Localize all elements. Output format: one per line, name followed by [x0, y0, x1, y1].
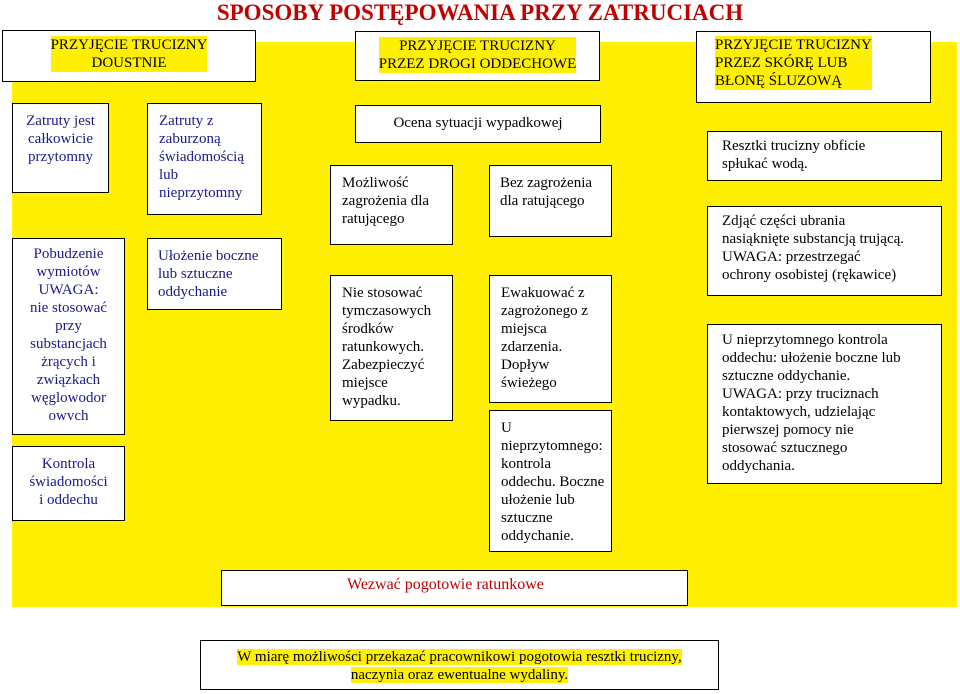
- respiratory-danger-label: [330, 165, 453, 245]
- header-respiratory: [355, 31, 600, 81]
- header-skin-text: PRZYJĘCIE TRUCIZNY PRZEZ SKÓRĘ LUB BŁONĘ ŚLUZOWĄ: [715, 37, 872, 89]
- oral-unconscious-action-text: Ułożenie boczne lub sztuczne oddychanie: [158, 248, 259, 300]
- skin-step-3: [707, 324, 942, 484]
- respiratory-danger-action: [330, 275, 453, 421]
- oral-conscious-condition: [12, 103, 109, 193]
- respiratory-danger-label-text: Możliwość zagrożenia dla ratującego: [342, 175, 430, 227]
- header-respiratory-text: PRZYJĘCIE TRUCIZNY PRZEZ DROGI ODDECHOWE: [378, 38, 577, 72]
- skin-step-2-text: Zdjąć części ubrania nasiąknięte substancją trującą. UWAGA: przestrzegać ochrony osobistej (rękawice): [722, 213, 905, 283]
- oral-unconscious-action: [147, 238, 282, 310]
- bottom-note-line-2: naczynia oraz ewentualne wydaliny.: [350, 667, 569, 683]
- respiratory-assessment-text: Ocena sytuacji wypadkowej: [393, 115, 563, 131]
- oral-conscious-control-text: Kontrola świadomości i oddechu: [29, 456, 108, 508]
- skin-step-3-text: U nieprzytomnego kontrola oddechu: ułożenie boczne lub sztuczne oddychanie. UWAGA: przy truciznach kontaktowych, udzielając pierwszej pomocy nie stosować sztucznego oddychania.: [722, 332, 901, 474]
- oral-unconscious-condition: [147, 103, 262, 215]
- respiratory-no-danger-label: [489, 165, 612, 237]
- header-oral: [2, 30, 256, 82]
- bottom-note: [200, 640, 719, 690]
- skin-step-1: [707, 131, 942, 181]
- oral-conscious-action: [12, 238, 125, 435]
- bottom-note-line-1: W miarę możliwości przekazać pracownikowi pogotowia resztki trucizny,: [237, 649, 682, 665]
- respiratory-danger-action-text: Nie stosować tymczasowych środków ratunkowych. Zabezpieczyć miejsce wypadku.: [342, 285, 432, 409]
- respiratory-no-danger-unconscious-text: U nieprzytomnego: kontrola oddechu. Boczne ułożenie lub sztuczne oddychanie.: [501, 420, 605, 544]
- page-title: SPOSOBY POSTĘPOWANIA PRZY ZATRUCIACH: [216, 0, 744, 25]
- call-ambulance-text: Wezwać pogotowie ratunkowe: [347, 576, 544, 593]
- respiratory-no-danger-label-text: Bez zagrożenia dla ratującego: [500, 175, 593, 209]
- header-oral-text: PRZYJĘCIE TRUCIZNY DOUSTNIE: [50, 37, 208, 71]
- respiratory-no-danger-action-text: Ewakuować z zagrożonego z miejsca zdarzenia. Dopływ świeżego: [501, 285, 589, 391]
- oral-conscious-action-text: Pobudzenie wymiotów UWAGA: nie stosować przy substancjach żrących i związkach węglowodor owvch: [29, 246, 108, 424]
- header-skin: [696, 31, 931, 103]
- oral-conscious-control: [12, 446, 125, 521]
- oral-unconscious-condition-text: Zatruty z zaburzoną świadomością lub nieprzytomny: [159, 113, 244, 201]
- oral-conscious-condition-text: Zatruty jest całkowicie przytomny: [26, 113, 95, 165]
- respiratory-no-danger-action: [489, 275, 612, 403]
- call-ambulance-box: [221, 570, 688, 606]
- respiratory-assessment: [355, 105, 601, 143]
- skin-step-1-text: Resztki trucizny obficie spłukać wodą.: [722, 138, 866, 172]
- skin-step-2: [707, 206, 942, 296]
- respiratory-no-danger-unconscious: [489, 410, 612, 552]
